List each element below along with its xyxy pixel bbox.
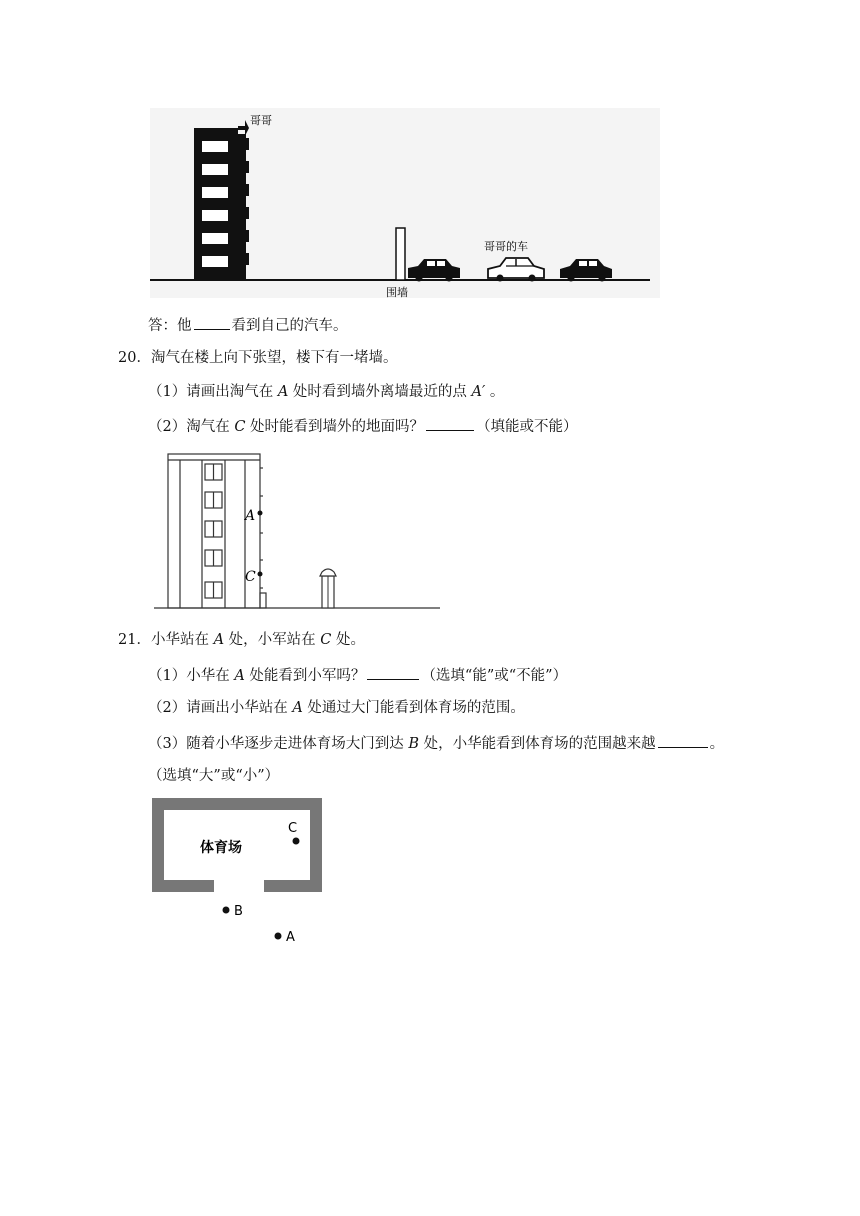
q21-part2: （2）请画出小华站在 A 处通过大门能看到体育场的范围。 <box>148 700 525 716</box>
wall <box>396 228 405 280</box>
figure-building-wall-cars <box>150 108 660 298</box>
q21-answer-blank-3[interactable] <box>658 732 708 748</box>
figure-stadium <box>150 796 326 948</box>
q21-part3: （3）随着小华逐步走进体育场大门到达 B 处，小华能看到体育场的范围越来越 。 <box>148 732 724 754</box>
figure-building-wall <box>150 448 442 612</box>
q21-answer-blank-1[interactable] <box>367 664 419 680</box>
point-a-2 <box>275 933 282 940</box>
q21-part3-note: （选填“大”或“小”） <box>148 768 280 784</box>
label-a-2: A <box>286 930 295 945</box>
q21-part1: （1）小华在 A 处能看到小军吗？ （选填“能”或“不能”） <box>148 664 567 686</box>
q21-stem: 21．小华站在 A 处，小军站在 C 处。 <box>118 632 365 648</box>
label-wall: 围墙 <box>386 286 408 298</box>
point-a <box>258 511 263 516</box>
point-c-2 <box>293 838 300 845</box>
label-b: B <box>234 904 243 919</box>
point-b <box>223 907 230 914</box>
q20-stem: 20．淘气在楼上向下张望，楼下有一堵墙。 <box>118 350 398 366</box>
wall-2 <box>320 569 336 608</box>
q19-answer-blank[interactable] <box>194 314 230 330</box>
q19-answer-line: 答：他 看到自己的汽车。 <box>148 314 348 336</box>
label-a: A <box>245 508 256 524</box>
q20-part2: （2）淘气在 C 处时能看到墙外的地面吗？ （填能或不能） <box>148 415 578 437</box>
label-c: C <box>245 569 256 585</box>
building <box>194 120 249 280</box>
point-c <box>258 572 263 577</box>
label-brother-car: 哥哥的车 <box>484 240 528 253</box>
stadium-title: 体育场 <box>200 840 242 856</box>
label-brother: 哥哥 <box>250 114 272 127</box>
q20-answer-blank[interactable] <box>426 415 474 431</box>
q20-part1: （1）请画出淘气在 A 处时看到墙外离墙最近的点 A′ 。 <box>148 384 505 400</box>
label-c-2: C <box>288 821 298 836</box>
